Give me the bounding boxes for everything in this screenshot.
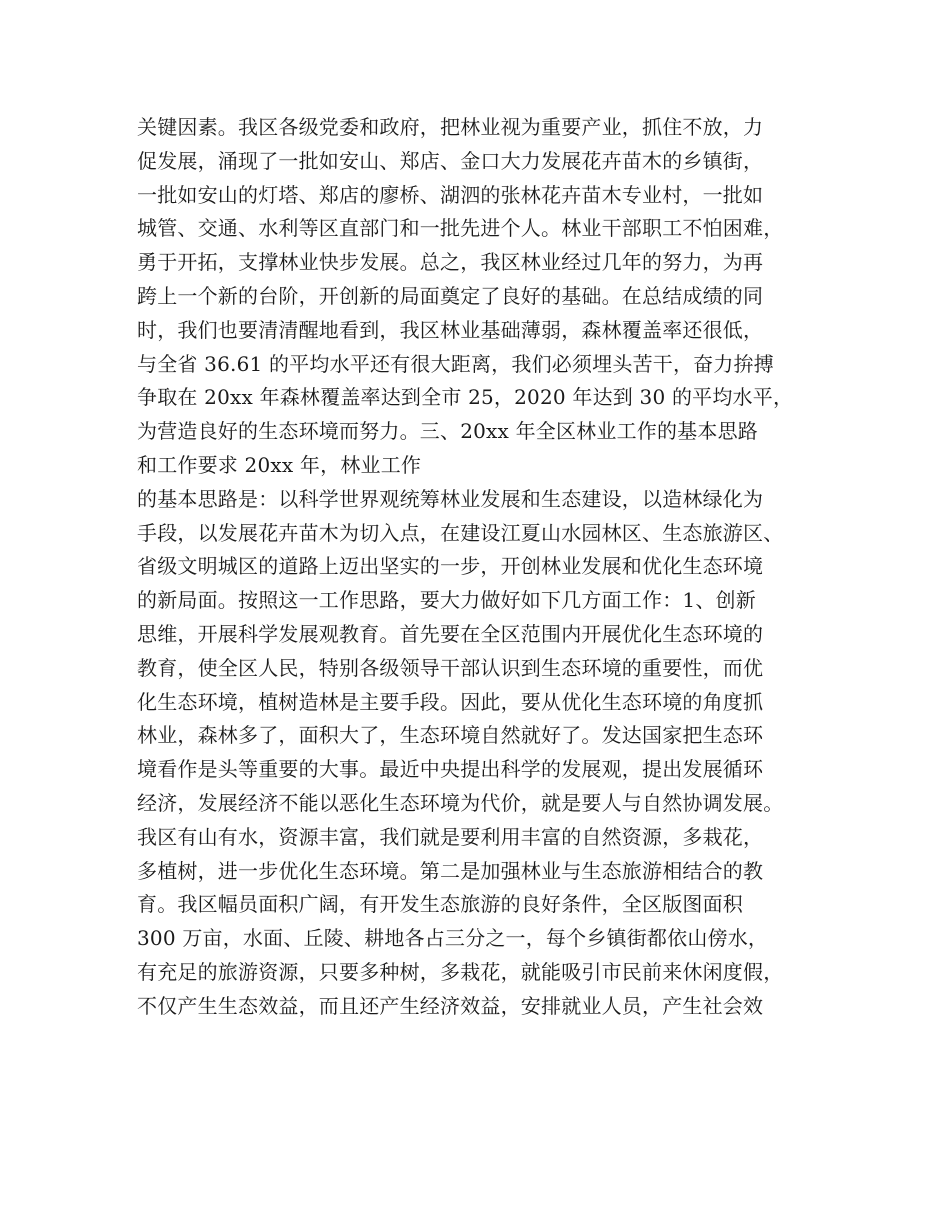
- text-line: 多植树，进一步优化生态环境。第二是加强林业与生态旅游相结合的教: [137, 858, 764, 883]
- text-line: 的新局面。按照这一工作思路，要大力做好如下几方面工作：1、创新: [137, 588, 756, 613]
- text-line: 300 万亩，水面、丘陵、耕地各占三分之一，每个乡镇街都依山傍水，: [137, 926, 769, 951]
- text-line: 林业，森林多了，面积大了，生态环境自然就好了。发达国家把生态环: [137, 723, 764, 748]
- text-line: 境看作是头等重要的大事。最近中央提出科学的发展观，提出发展循环: [137, 757, 764, 782]
- text-line: 时，我们也要清清醒地看到，我区林业基础薄弱，森林覆盖率还很低，: [137, 317, 764, 342]
- text-line: 为营造良好的生态环境而努力。三、20xx 年全区林业工作的基本思路: [137, 419, 758, 444]
- text-line: 有充足的旅游资源，只要多种树，多栽花，就能吸引市民前来休闲度假，: [137, 959, 784, 984]
- text-line: 手段，以发展花卉苗木为切入点，在建设江夏山水园林区、生态旅游区、: [137, 520, 784, 545]
- text-line: 化生态环境，植树造林是主要手段。因此，要从优化生态环境的角度抓: [137, 689, 764, 714]
- text-line: 经济，发展经济不能以恶化生态环境为代价，就是要人与自然协调发展。: [137, 790, 784, 815]
- text-line: 勇于开拓，支撑林业快步发展。总之，我区林业经过几年的努力，为再: [137, 250, 764, 275]
- body-text: [137, 111, 837, 1024]
- text-line: 省级文明城区的道路上迈出坚实的一步，开创林业发展和优化生态环境: [137, 554, 764, 579]
- text-line: 争取在 20xx 年森林覆盖率达到全市 25，2020 年达到 30 的平均水平，: [137, 385, 794, 410]
- text-line: 教育，使全区人民，特别各级领导干部认识到生态环境的重要性，而优: [137, 655, 764, 680]
- text-line: 我区有山有水，资源丰富，我们就是要利用丰富的自然资源，多栽花，: [137, 824, 764, 849]
- text-line: 城管、交通、水利等区直部门和一批先进个人。林业干部职工不怕困难，: [137, 216, 784, 241]
- text-line: 一批如安山的灯塔、郑店的廖桥、湖泗的张林花卉苗木专业村，一批如: [137, 182, 764, 207]
- text-line: 的基本思路是：以科学世界观统筹林业发展和生态建设，以造林绿化为: [137, 486, 764, 511]
- text-line: 关键因素。我区各级党委和政府，把林业视为重要产业，抓住不放，力: [137, 115, 764, 139]
- text-line: 和工作要求 20xx 年，林业工作: [137, 452, 422, 477]
- text-line: 育。我区幅员面积广阔，有开发生态旅游的良好条件，全区版图面积: [137, 892, 743, 917]
- text-line: 与全省 36.61 的平均水平还有很大距离，我们必须埋头苦干，奋力拚搏: [137, 351, 774, 376]
- text-line: 不仅产生生态效益，而且还产生经济效益，安排就业人员，产生社会效: [137, 993, 764, 1018]
- text-line: 促发展，涌现了一批如安山、郑店、金口大力发展花卉苗木的乡镇街，: [137, 148, 764, 173]
- text-line: 跨上一个新的台阶，开创新的局面奠定了良好的基础。在总结成绩的同: [137, 283, 764, 308]
- text-line: 思维，开展科学发展观教育。首先要在全区范围内开展优化生态环境的: [137, 621, 764, 646]
